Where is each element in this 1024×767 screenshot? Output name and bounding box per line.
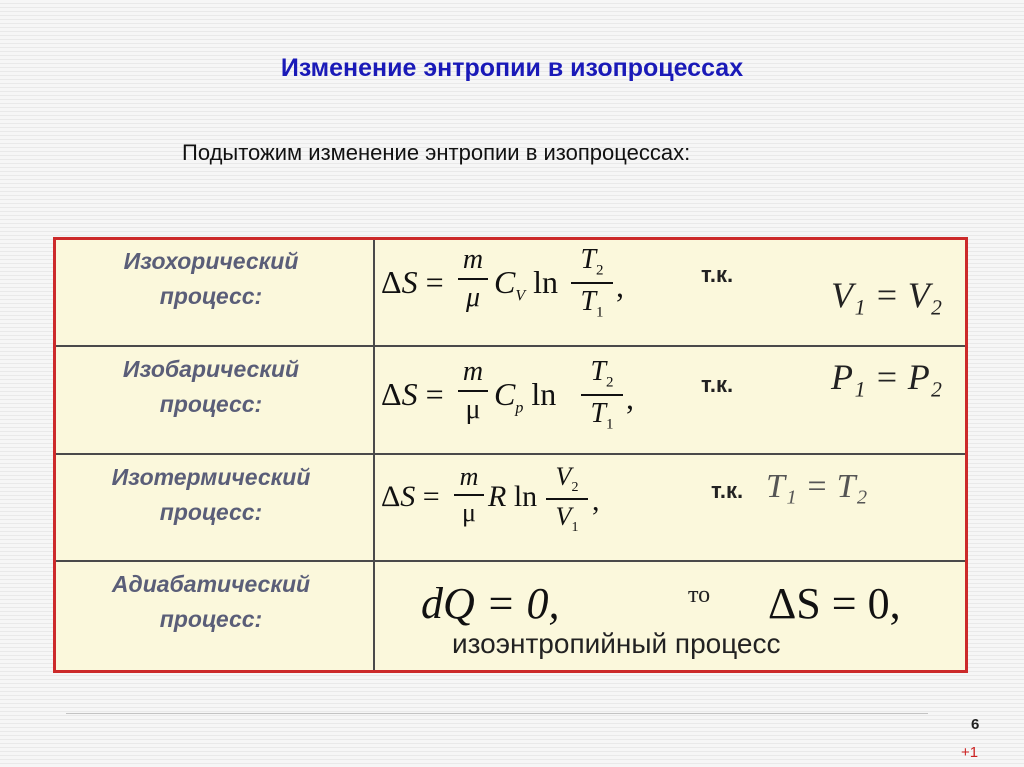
adiabatic-entropy-change: ΔS = 0, bbox=[768, 579, 901, 628]
condition-prefix: т.к. bbox=[711, 478, 744, 503]
process-name: Изобарический bbox=[122, 356, 300, 382]
process-word: процесс: bbox=[159, 606, 263, 632]
connector-word: то bbox=[688, 582, 711, 608]
plus-one-badge[interactable]: +1 bbox=[961, 744, 979, 761]
page-number: 6 bbox=[971, 716, 980, 733]
footer-divider bbox=[66, 713, 928, 714]
entropy-table: Изохорический процесс: ΔS = m μ $C_V$ ln $T_2$ $T_1$ , т.к. V₁ = V₂ Изобарический процесс: ΔS = m μ $C_p$ ln $T_2$ $T_1$ , т.к. P₁ = P₂ Изотермический процесс: ΔS = m μ R ln $V_2$ $V_1$ , т.к. T₁ = T₂ Адиабатический процесс: dQ = 0, то ΔS = 0, bbox=[53, 237, 968, 673]
process-label-isothermal bbox=[61, 460, 361, 530]
row-divider bbox=[56, 345, 965, 347]
condition-isobaric: P₁ = P₂ bbox=[831, 357, 943, 397]
process-label-isochoric bbox=[61, 244, 361, 314]
slide-title: Изменение энтропии в изопроцессах bbox=[280, 54, 744, 82]
slide-subtitle: Подытожим изменение энтропии в изопроцессах: bbox=[182, 140, 691, 165]
process-name: Изотермический bbox=[111, 464, 311, 490]
isentropic-note: изоэнтропийный процесс bbox=[452, 628, 781, 659]
row-divider bbox=[56, 560, 965, 562]
column-divider bbox=[373, 240, 375, 670]
row-divider bbox=[56, 453, 965, 455]
process-word: процесс: bbox=[159, 283, 263, 309]
condition-prefix: т.к. bbox=[701, 372, 734, 397]
condition-isothermal: T₁ = T₂ bbox=[766, 468, 868, 505]
process-word: процесс: bbox=[159, 499, 263, 525]
process-label-isobaric bbox=[61, 352, 361, 422]
process-word: процесс: bbox=[159, 391, 263, 417]
process-name: Адиабатический bbox=[111, 571, 311, 597]
process-name: Изохорический bbox=[123, 248, 299, 274]
process-label-adiabatic bbox=[61, 567, 361, 637]
adiabatic-condition: dQ = 0, bbox=[421, 579, 560, 628]
condition-isochoric: V₁ = V₂ bbox=[831, 275, 943, 315]
condition-prefix: т.к. bbox=[701, 262, 734, 287]
